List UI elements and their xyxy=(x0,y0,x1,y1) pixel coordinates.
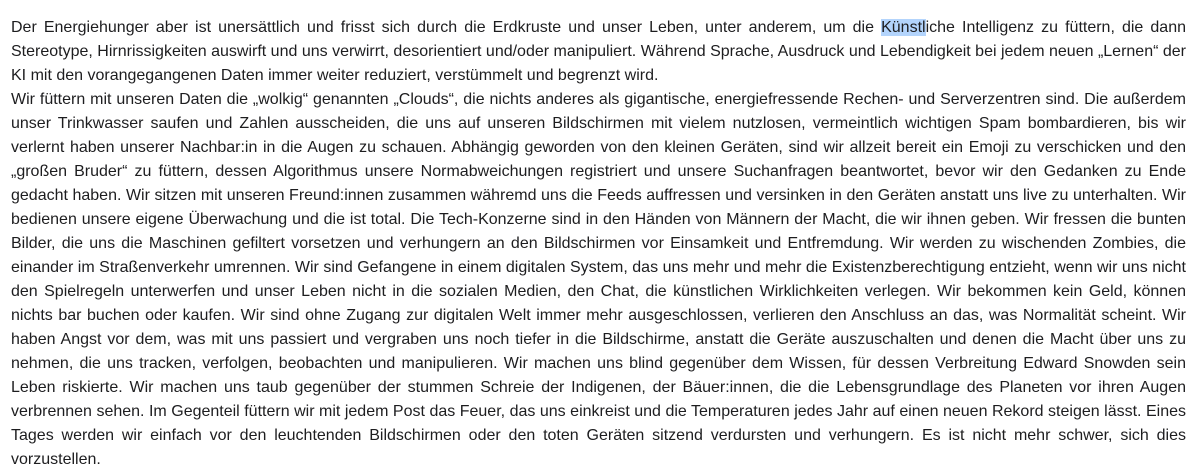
paragraph-text: Der Energiehunger aber ist unersättlich und frisst sich durch die Erdkruste und unser Leben, unter anderem, um die xyxy=(11,19,882,36)
paragraph-text: iche Intelligenz zu füttern, die dann Stereotype, Hirnrissigkeiten auswirft und uns verwirrt, desorientiert und/oder manipuliert. Während Sprache, Ausdruck und Lebendigkeit bei jedem neuen „Lernen“ der KI mit den vorangegangenen Daten immer weiter reduziert, verstümmelt und begrenzt wird. xyxy=(11,19,1187,84)
text-selection-highlight[interactable]: Künstl xyxy=(881,19,926,36)
paragraph-data-clouds: Wir füttern mit unseren Daten die „wolkig“ genannten „Clouds“, die nichts anderes als gigantische, energiefressende Rechen- und Serverzentren sind. Die außerdem unser Trinkwasser saufen und Zahlen ausscheiden, die uns auf unseren Bildschirmen mit vielem nutzlosen, vermeintlich wichtigen Spam bombardieren, bis wir verlernt haben unserer Nachbar:in in die Augen zu schauen. Abhängig geworden von den kleinen Geräten, sind wir allzeit bereit ein Emoji zu verschicken und den „großen Bruder“ zu füttern, dessen Algorithmus unsere Normabweichungen registriert und unsere Suchanfragen beantwortet, bevor wir den Gedanken zu Ende gedacht haben. Wir sitzen mit unseren Freund:innen zusammen währemd uns die Feeds auffressen und versinken in den Geräten anstatt uns live zu unterhalten. Wir bedienen unsere eigene Überwachung und die ist total. Die Tech-Konzerne sind in den Händen von Männern der Macht, die wir ihnen geben. Wir fressen die bunten Bilder, die uns die Maschinen gefiltert vorsetzen und verhungern an den Bildschirmen vor Einsamkeit und Entfremdung. Wir werden zu wischenden Zombies, die einander im Straßenverkehr umrennen. Wir sind Gefangene in einem digitalen System, das uns mehr und mehr die Existenzberechtigung entzieht, wenn wir uns nicht den Spielregeln unterwerfen und unser Leben nicht in die sozialen Medien, den Chat, die künstlichen Wirklichkeiten verlegen. Wir bekommen kein Geld, können nichts bar buchen oder kaufen. Wir sind ohne Zugang zur digitalen Welt immer mehr ausgeschlossen, verlieren den Anschluss an das, was Normalität scheint. Wir haben Angst vor dem, was mit uns passiert und vergraben uns noch tiefer in die Bildschirme, anstatt die Geräte auszuschalten und denen die Macht über uns zu nehmen, die uns tracken, verfolgen, beobachten und manipulieren. Wir machen uns blind gegenüber dem Wissen, für dessen Verbreitung Edward Snowden sein Leben riskierte. Wir machen uns taub gegenüber der stummen Schreie der Indigenen, der Bäuer:innen, die die Lebensgrundlage des Planeten vor ihren Augen verbrennen sehen. Im Gegenteil füttern wir mit jedem Post das Feuer, das uns einkreist und die Temperaturen jedes Jahr auf einen neuen Rekord steigen lässt. Eines Tages werden wir einfach vor den leuchtenden Bildschirmen oder den toten Geräten sitzend verdursten und verhungern. Es ist nicht mehr schwer, sich dies vorzustellen. xyxy=(11,91,1186,468)
paragraph-energy-ai xyxy=(11,16,1186,88)
